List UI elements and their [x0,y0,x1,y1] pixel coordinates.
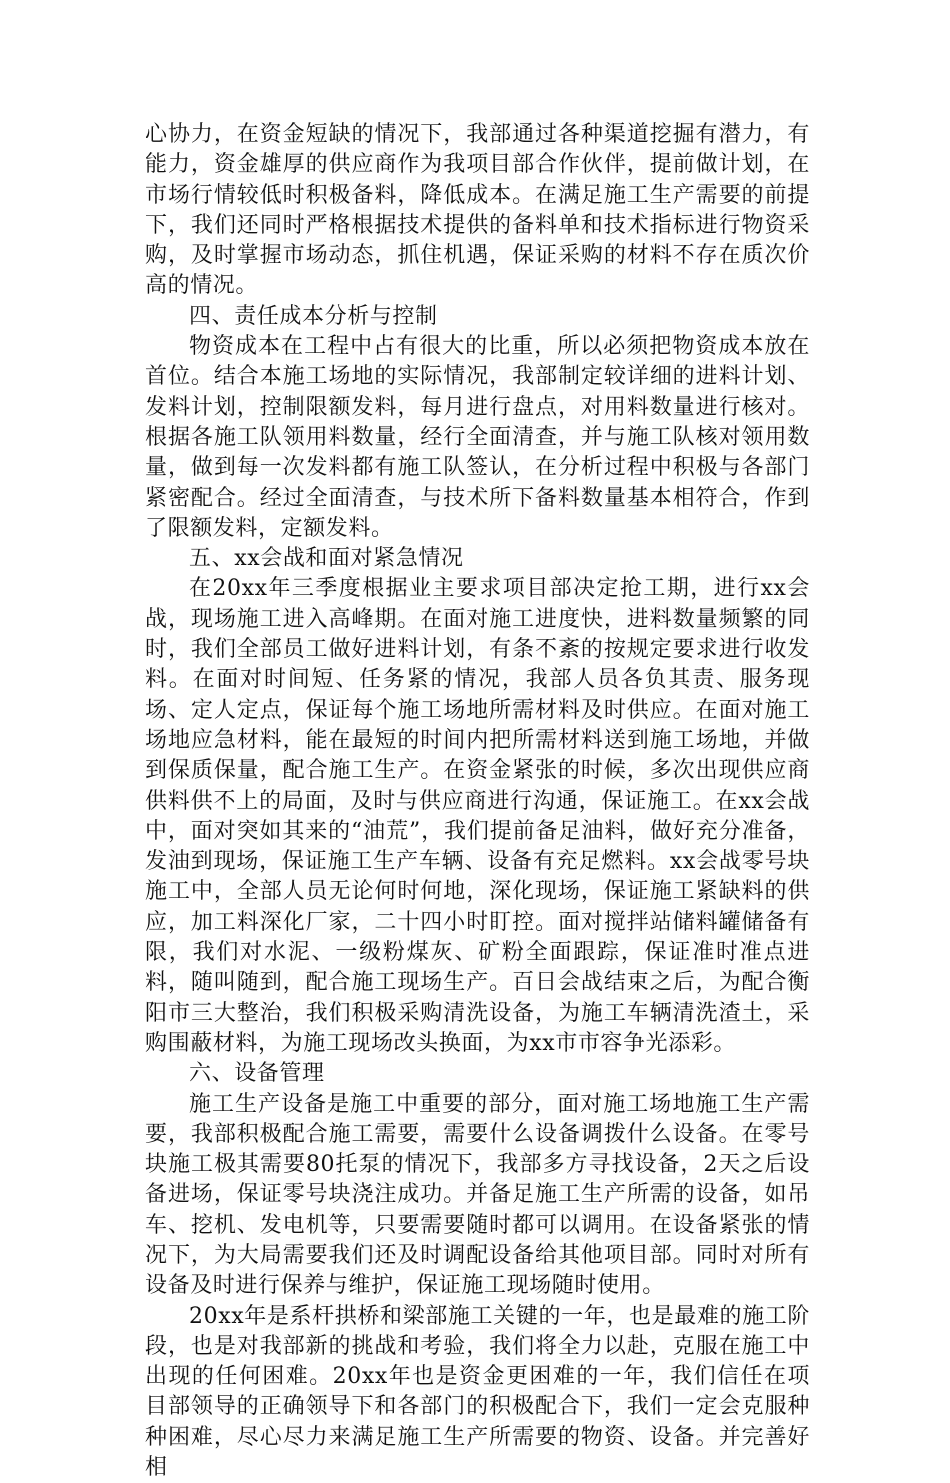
paragraph-cost-control: 物资成本在工程中占有很大的比重，所以必须把物资成本放在首位。结合本施工场地的实际情况，我部制定较详细的进料计划、发料计划，控制限额发料，每月进行盘点，对用料数量进行核对。根据各施工队领用料数量，经行全面清查，并与施工队核对领用数量，做到每一次发料都有施工队签认，在分析过程中积极与各部门紧密配合。经过全面清查，与技术所下备料数量基本相符合，作到了限额发料，定额发料。 [145,334,810,541]
paragraph-equipment: 施工生产设备是施工中重要的部分，面对施工场地施工生产需要，我部积极配合施工需要，需要什么设备调拨什么设备。在零号块施工极其需要80托泵的情况下，我部多方寻找设备，2天之后设备进场，保证零号块浇注成功。并备足施工生产所需的设备，如吊车、挖机、发电机等，只要需要随时都可以调用。在设备紧张的情况下，为大局需要我们还及时调配设备给其他项目部。同时对所有设备及时进行保养与维护，保证施工现场随时使用。 [145,1091,810,1299]
document-page [145,120,810,1483]
paragraph-outlook: 20xx年是系杆拱桥和梁部施工关键的一年，也是最难的施工阶段，也是对我部新的挑战和考验，我们将全力以赴，克服在施工中出现的任何困难。20xx年也是资金更困难的一年，我们信任在项目部领导的正确领导下和各部门的积极配合下，我们一定会克服种种困难，尽心尽力来满足施工生产所需要的物资、设备。并完善好相 [145,1303,810,1481]
section-heading-equipment: 六、设备管理 [189,1061,325,1087]
paragraph-material-procurement: 心协力，在资金短缺的情况下，我部通过各种渠道挖掘有潜力，有能力，资金雄厚的供应商作为我项目部合作伙伴，提前做计划，在市场行情较低时积极备料，降低成本。在满足施工生产需要的前提下，我们还同时严格根据技术提供的备料单和技术指标进行物资采购，及时掌握市场动态，抓住机遇，保证采购的材料不存在质次价高的情况。 [145,122,810,299]
section-heading-cost-control: 四、责任成本分析与控制 [189,303,438,329]
section-heading-campaign-emergency: 五、xx会战和面对紧急情况 [189,546,464,572]
paragraph-campaign-emergency: 在20xx年三季度根据业主要求项目部决定抢工期，进行xx会战，现场施工进入高峰期。在面对施工进度快，进料数量频繁的同时，我们全部员工做好进料计划，有条不紊的按规定要求进行收发料。在面对时间短、任务紧的情况，我部人员各负其责、服务现场、定人定点，保证每个施工场地所需材料及时供应。在面对施工场地应急材料，能在最短的时间内把所需材料送到施工场地，并做到保质保量，配合施工生产。在资金紧张的时候，多次出现供应商供料供不上的局面，及时与供应商进行沟通，保证施工。在xx会战中，面对突如其来的“油荒”，我们提前备足油料，做好充分准备，发油到现场，保证施工生产车辆、设备有充足燃料。xx会战零号块施工中，全部人员无论何时何地，深化现场，保证施工紧缺料的供应，加工料深化厂家，二十四小时盯控。面对搅拌站储料罐储备有限，我们对水泥、一级粉煤灰、矿粉全面跟踪，保证准时准点进料，随叫随到，配合施工现场生产。百日会战结束之后，为配合衡阳市三大整治，我们积极采购清洗设备，为施工车辆清洗渣土，采购围蔽材料，为施工现场改头换面，为xx市市容争光添彩。 [145,576,810,1056]
